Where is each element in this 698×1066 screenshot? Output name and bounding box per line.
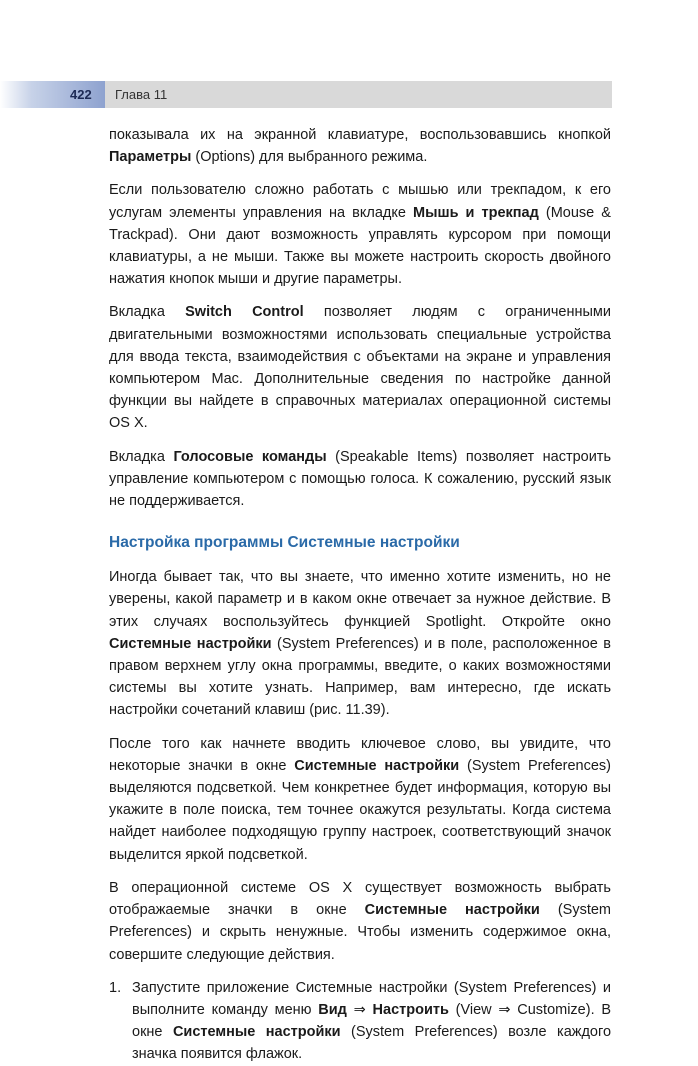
running-header [0, 81, 612, 108]
page-number: 422 [70, 87, 92, 102]
chapter-box [105, 81, 612, 108]
chapter-title: Глава 11 [115, 87, 168, 102]
paragraph: Иногда бывает так, что вы знаете, что именно хотите изменить, но не уверены, какой параметр и в каком окне отвечает за нужное действие. В этих случаях воспользуйтесь функцией Spotlight. Откройте окно Системные настройки (System Preferences) и в поле, расположенное в правом верхнем углу окна программы, введите, о каких возможностями системы вы хотите узнать. Например, вам интересно, где искать настройки сочетаний клавиш (рис. 11.39). [109, 569, 611, 719]
paragraph: В операционной системе OS X существует возможность выбрать отображаемые значки в окне Системные настройки (System Preferences) и скрыть ненужные. Чтобы изменить содержимое окна, совершите следующие действия. [109, 879, 612, 963]
paragraph: Если пользователю сложно работать с мышью или трекпадом, к его услугам элементы управления на вкладке Мышь и трекпад (Mouse & Trackpad). Они дают возможность управлять курсором при помощи клавиатуры, а не мыши. Также вы можете настроить скорость двойного нажатия кнопок мыши и другие параметры. [109, 182, 611, 288]
list-item: 1. Запустите приложение Системные настройки (System Preferences) и выполните команду меню Вид ⇒ Настроить (View ⇒ Customize). В окне Системные настройки (System Preferences) возле каждого значка появится флажок. [109, 977, 611, 1066]
paragraph: Вкладка Switch Control позволяет людям с ограниченными двигательными возможностями использовать специальные устройства для ввода текста, взаимодействия с объектами на экране и управления компьютером Mac. Дополнительные сведения по настройке данной функции вы найдете в справочных материалах операционной системы OS X. [109, 304, 611, 432]
page-number-box [0, 81, 105, 108]
paragraph: Вкладка Голосовые команды (Speakable Items) позволяет настроить управление компьютером с помощью голоса. К сожалению, русский язык не поддерживается. [109, 448, 612, 510]
page-body [109, 124, 611, 1066]
paragraph: После того как начнете вводить ключевое слово, вы увидите, что некоторые значки в окне Системные настройки (System Preferences) выделяются подсветкой. Чем конкретнее будет информация, которую вы укажите в поле поиска, тем точнее окажутся результаты. Когда система найдет наиболее подходящую группу настроек, соответствующий значок выделится яркой подсветкой. [109, 735, 611, 863]
list-number: 1. [109, 979, 122, 996]
steps-list [109, 977, 611, 1066]
section-heading: Настройка программы Системные настройки [109, 534, 460, 552]
paragraph: показывала их на экранной клавиатуре, воспользовавшись кнопкой Параметры (Options) для выбранного режима. [109, 127, 611, 166]
